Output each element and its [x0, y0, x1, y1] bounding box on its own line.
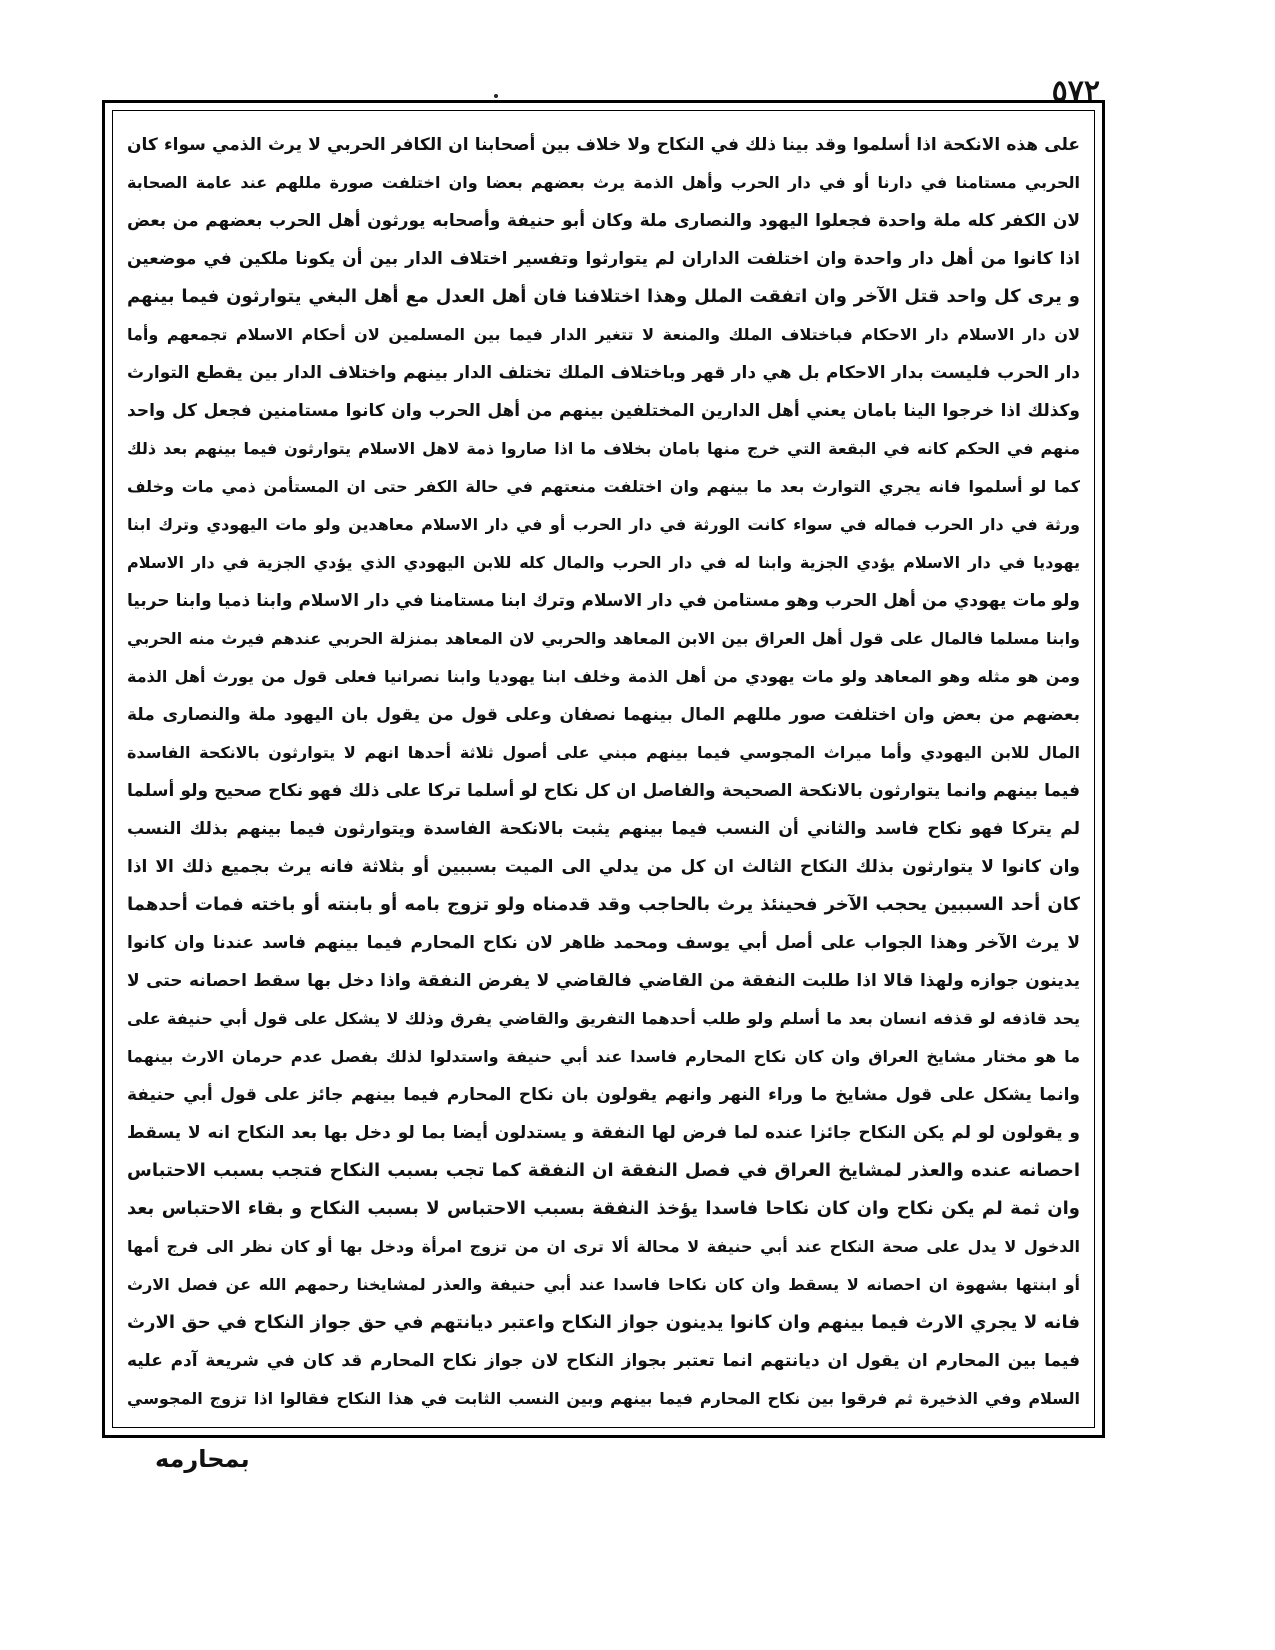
text-line: فانه لا يجري الارث فيما بينهم وان كانوا يدينون جواز النكاح واعتبر ديانتهم في حق جواز النكاح في حق الارث — [127, 1312, 1080, 1333]
page-number: ٥٧٢ — [1051, 74, 1100, 109]
text-line: ولو مات يهودي من أهل الحرب وهو مستامن في دار الاسلام وترك ابنا مستامنا في دار الاسلام وابنا ذميا وابنا حربيا — [127, 591, 1080, 611]
text-line: وانما يشكل على قول مشايخ ما وراء النهر وانهم يقولون بان نكاح المحارم فيما بينهم جائز على قول أبي حنيفة — [127, 1085, 1080, 1105]
text-line: فيما بينهم وانما يتوارثون بالانكحة الصحيحة والفاصل ان كل نكاح لو أسلما تركا على ذلك فهو نكاح صحيح ولو أسلما — [127, 781, 1080, 801]
text-line: ورثة في دار الحرب فماله في سواء كانت الورثة في دار الحرب أو في دار الاسلام معاهدين ولو مات اليهودي وترك ابنا — [127, 515, 1080, 534]
text-line: ومن هو مثله وهو المعاهد ولو مات يهودي من أهل الذمة وخلف ابنا يهوديا وابنا نصرانيا فعلى قول من يورث أهل الذمة — [127, 667, 1080, 686]
text-line: المال للابن اليهودي وأما ميراث المجوسي فيما بينهم مبني على أصول ثلاثة أحدها انهم لا يتوارثون بالانكحة الفاسدة — [127, 743, 1080, 762]
text-line: كان أحد السببين يحجب الآخر فحينئذ يرث بالحاجب وقد قدمناه ولو تزوج بامه أو بابنته أو باخته فمات أحدهما — [127, 894, 1080, 915]
text-line: وابنا مسلما فالمال على قول أهل العراق بين الابن المعاهد والحربي لان المعاهد بمنزلة الحربي عندهم فيرث منه الحربي — [127, 629, 1080, 648]
text-line: وان كانوا لا يتوارثون بذلك النكاح الثالث ان كل من يدلي الى الميت بسببين أو بثلاثة فانه يرث بجميع ذلك الا اذا — [127, 857, 1080, 877]
text-line: الدخول لا يدل على صحة النكاح عند أبي حنيفة لا محالة ألا ترى ان من تزوج امرأة ودخل بها أو كان نظر الى فرج أمها — [127, 1237, 1080, 1256]
text-line: و يقولون لو لم يكن النكاح جائزا عنده لما فرض لها النفقة و يستدلون أيضا بما لو دخل بها بعد النكاح انه لا يسقط — [127, 1123, 1080, 1143]
text-line: فيما بين المحارم ان يقول ان ديانتهم انما تعتبر بجواز النكاح لان جواز نكاح المحارم قد كان في شريعة آدم عليه — [127, 1351, 1080, 1371]
body-text — [127, 125, 1080, 1417]
text-line: كما لو أسلموا فانه يجري التوارث بعد ما بينهم وان اختلفت منعتهم في حالة الكفر حتى ان المستأمن ذمي مات وخلف — [127, 477, 1080, 496]
text-line: لان الكفر كله ملة واحدة فجعلوا اليهود والنصارى ملة وكان أبو حنيفة وأصحابه يورثون أهل الحرب بعضهم من بعض — [127, 211, 1080, 231]
ink-dot — [494, 94, 498, 98]
text-line: لا يرث الآخر وهذا الجواب على أصل أبي يوسف ومحمد ظاهر لان نكاح المحارم فيما بينهم فاسد عندنا وان كانوا — [127, 933, 1080, 953]
text-line: دار الحرب فليست بدار الاحكام بل هي دار قهر وباختلاف الملك تختلف الدار بينهم واختلاف الدار بين يقطع التوارث — [127, 363, 1080, 383]
text-line: لان دار الاسلام دار الاحكام فباختلاف الملك والمنعة لا تتغير الدار فيما بين المسلمين لان أحكام الاسلام تجمعهم وأما — [127, 325, 1080, 344]
text-line: اذا كانوا من أهل دار واحدة وان اختلفت الداران لم يتوارثوا وتفسير اختلاف الدار بين أن يكونا ملكين في موضعين — [127, 249, 1080, 269]
text-line: يحد قاذفه لو قذفه انسان بعد ما أسلم ولو طلب أحدهما التفريق والقاضي يفرق وذلك لا يشكل على قول أبي حنيفة على — [127, 1009, 1080, 1028]
text-line: منهم في الحكم كانه في البقعة التي خرج منها بامان بخلاف ما اذا صاروا ذمة لاهل الاسلام يتوارثون فيما بينهم بعد ذلك — [127, 439, 1080, 458]
inner-border-frame — [112, 110, 1095, 1428]
text-line: و يرى كل واحد قتل الآخر وان اتفقت الملل وهذا اختلافنا فان أهل العدل مع أهل البغي يتوارثون فيما بينهم — [127, 286, 1080, 307]
text-line: يهوديا في دار الاسلام يؤدي الجزية وابنا له في دار الحرب والمال كله للابن اليهودي الذي يؤدي الجزية في دار الاسلام — [127, 553, 1080, 572]
text-line: ما هو مختار مشايخ العراق وان كان نكاح المحارم فاسدا عند أبي حنيفة واستدلوا لذلك بفصل عدم حرمان الارث بينهما — [127, 1047, 1080, 1066]
text-line: وكذلك اذا خرجوا الينا بامان يعني أهل الدارين المختلفين بينهم من أهل الحرب وان كانوا مستامنين فجعل كل واحد — [127, 401, 1080, 421]
catchword: بمحارمه — [155, 1445, 250, 1473]
text-line: احصانه عنده والعذر لمشايخ العراق في فصل النفقة ان النفقة كما تجب بسبب النكاح فتجب بسبب الاحتباس — [127, 1160, 1080, 1181]
text-line: الحربي مستامنا في دارنا أو في دار الحرب وأهل الذمة يرث بعضهم بعضا وان اختلفت صورة مللهم عند عامة الصحابة — [127, 173, 1080, 192]
text-line: وان ثمة لم يكن نكاح وان كان نكاحا فاسدا يؤخذ النفقة بسبب الاحتباس لا بسبب النكاح و بقاء الاحتباس بعد — [127, 1198, 1080, 1219]
text-line: لم يتركا فهو نكاح فاسد والثاني أن النسب فيما بينهم يثبت بالانكحة الفاسدة ويتوارثون فيما بينهم بذلك النسب — [127, 819, 1080, 839]
text-line: على هذه الانكحة اذا أسلموا وقد بينا ذلك في النكاح ولا خلاف بين أصحابنا ان الكافر الحربي لا يرث الذمي سواء كان — [127, 135, 1080, 155]
text-line: أو ابنتها بشهوة ان احصانه لا يسقط وان كان نكاحا فاسدا عند أبي حنيفة والعذر لمشايخنا رحمهم الله عن فصل الارث — [127, 1275, 1080, 1294]
text-line: يدينون جوازه ولهذا قالا اذا طلبت النفقة من القاضي فالقاضي لا يفرض النفقة واذا دخل بها سقط احصانه حتى لا — [127, 971, 1080, 991]
text-line: بعضهم من بعض وان اختلفت صور مللهم المال بينهما نصفان وعلى قول من يقول بان اليهود ملة والنصارى ملة — [127, 705, 1080, 725]
text-line: السلام وفي الذخيرة ثم فرقوا بين نكاح المحارم فيما بينهم وبين النسب الثابت في هذا النكاح فقالوا اذا تزوج المجوسي — [127, 1389, 1080, 1408]
